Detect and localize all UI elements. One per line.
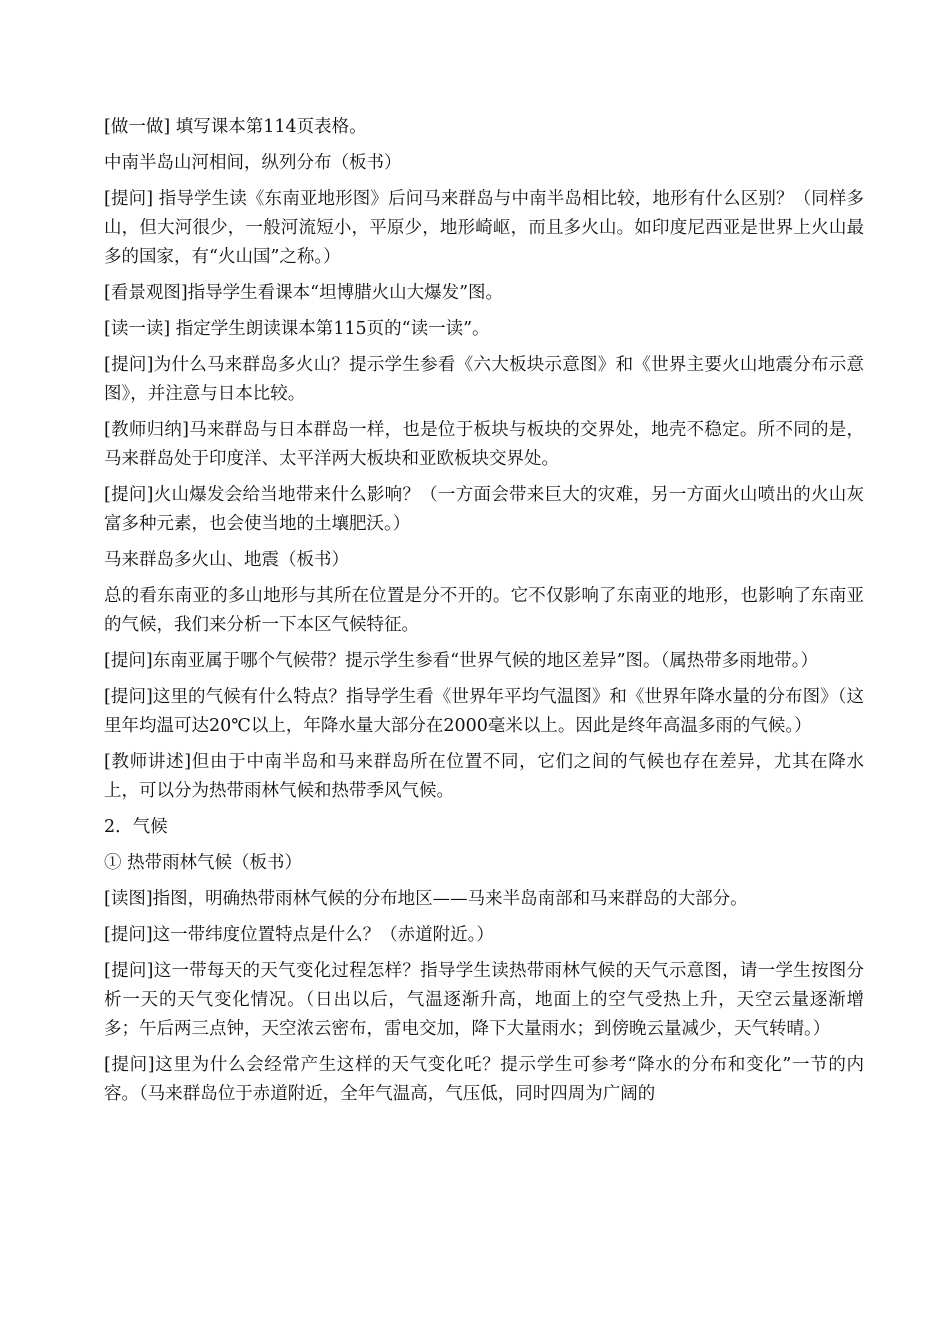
paragraph-do-it: [做一做] 填写课本第114页表格。 (104, 117, 367, 137)
paragraph-question-7: [提问]这一带每天的天气变化过程怎样？指导学生读热带雨林气候的天气示意图，请一学生按图分析一天的天气变化情况。（日出以后，气温逐渐升高，地面上的空气受热上升，天空云量逐渐增多；午后两三点钟，天空浓云密布，雷电交加，降下大量雨水；到傍晚云量减少，天气转晴。） (104, 961, 864, 1039)
paragraph-question-2: [提问]为什么马来群岛多火山？提示学生参看《六大板块示意图》和《世界主要火山地震分布示意图》，并注意与日本比较。 (104, 355, 864, 404)
paragraph-teacher-narration: [教师讲述]但由于中南半岛和马来群岛所在位置不同，它们之间的气候也存在差异，尤其在降水上，可以分为热带雨林气候和热带季风气候。 (104, 752, 864, 801)
subheading-rainforest: ① 热带雨林气候（板书） (104, 853, 303, 873)
paragraph-question-1: [提问] 指导学生读《东南亚地形图》后问马来群岛与中南半岛相比较，地形有什么区别？（同样多山，但大河很少，一般河流短小，平原少，地形崎岖，而且多火山。如印度尼西亚是世界上火山最多的国家，有“火山国”之称。） (104, 189, 864, 267)
document-page (104, 113, 864, 1116)
paragraph-view-image: [看景观图]指导学生看课本“坦博腊火山大爆发”图。 (104, 283, 504, 303)
paragraph-question-4: [提问]东南亚属于哪个气候带？提示学生参看“世界气候的地区差异”图。（属热带多雨地带。） (104, 651, 819, 671)
paragraph-question-3: [提问]火山爆发会给当地带来什么影响？（一方面会带来巨大的灾难，另一方面火山喷出的火山灰富多种元素，也会使当地的土壤肥沃。） (104, 485, 864, 534)
paragraph-question-8: [提问]这里为什么会经常产生这样的天气变化吒？提示学生可参考“降水的分布和变化”一节的内容。（马来群岛位于赤道附近，全年气温高，气压低，同时四周为广阔的 (104, 1055, 864, 1104)
paragraph-teacher-summary: [教师归纳]马来群岛与日本群岛一样，也是位于板块与板块的交界处，地壳不稳定。所不同的是，马来群岛处于印度洋、太平洋两大板块和亚欧板块交界处。 (104, 420, 864, 469)
paragraph-read: [读一读] 指定学生朗读课本第115页的“读一读”。 (104, 319, 490, 339)
paragraph-board-note-2: 马来群岛多火山、地震（板书） (104, 550, 349, 570)
paragraph-board-note-1: 中南半岛山河相间，纵列分布（板书） (104, 153, 402, 173)
paragraph-overview: 总的看东南亚的多山地形与其所在位置是分不开的。它不仅影响了东南亚的地形，也影响了东南亚的气候，我们来分析一下本区气候特征。 (104, 586, 864, 635)
paragraph-read-map: [读图]指图，明确热带雨林气候的分布地区——马来半岛南部和马来群岛的大部分。 (104, 889, 748, 909)
paragraph-question-5: [提问]这里的气候有什么特点？指导学生看《世界年平均气温图》和《世界年降水量的分布图》（这里年均温可达20℃以上，年降水量大部分在2000毫米以上。因此是终年高温多雨的气候。） (104, 687, 864, 736)
section-heading-climate: 2．气候 (104, 817, 168, 837)
paragraph-question-6: [提问]这一带纬度位置特点是什么？（赤道附近。） (104, 925, 494, 945)
